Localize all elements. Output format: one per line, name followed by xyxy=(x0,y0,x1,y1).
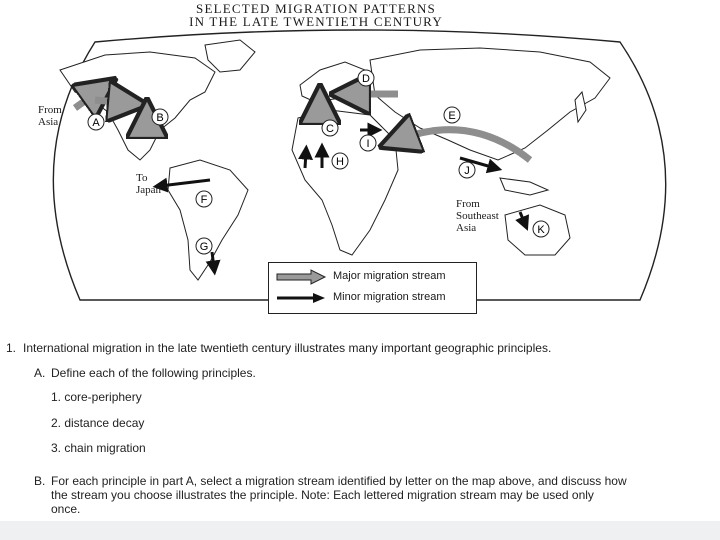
stream-g-letter: G xyxy=(199,241,209,253)
part-a-letter: A. xyxy=(34,366,46,380)
stream-k-letter: K xyxy=(537,224,545,236)
principle-item-1: 1. core-periphery xyxy=(51,390,142,404)
question-stem: International migration in the late twentieth century illustrates many important geographic principles. xyxy=(23,341,552,355)
part-b-line-1: For each principle in part A, select a migration stream identified by letter on the map above, and discuss how xyxy=(51,474,627,488)
part-b-line-2: the stream you choose illustrates the principle. Note: Each lettered migration stream may be used only xyxy=(51,488,594,502)
stream-d-letter: D xyxy=(362,73,370,85)
map-title-line1: SELECTED MIGRATION PATTERNS xyxy=(196,1,436,16)
stream-b-letter: B xyxy=(156,112,164,124)
major-arrow-icon xyxy=(275,269,327,285)
label-from-southeast-asia xyxy=(456,198,499,234)
part-b-letter: B. xyxy=(34,474,46,488)
stream-j-letter: J xyxy=(464,165,470,177)
question-number: 1. xyxy=(6,341,17,355)
principle-item-3: 3. chain migration xyxy=(51,441,146,455)
stream-g-arrow xyxy=(212,252,214,268)
principle-item-2: 2. distance decay xyxy=(51,416,145,430)
stream-f-letter: F xyxy=(200,194,208,206)
stream-e-letter: E xyxy=(448,110,456,122)
part-b-line-3: once. xyxy=(51,502,81,516)
legend-minor-label: Minor migration stream xyxy=(333,291,446,303)
part-b-text xyxy=(51,474,716,516)
bottom-strip xyxy=(0,521,720,540)
legend-major-label: Major migration stream xyxy=(333,270,446,282)
stream-a-arrow-2 xyxy=(95,100,128,103)
legend-minor-row xyxy=(275,290,475,306)
stream-i-letter: I xyxy=(366,138,370,150)
stream-a-letter: A xyxy=(92,117,100,129)
label-to-japan xyxy=(136,172,161,196)
stream-h-arrow-1 xyxy=(305,152,306,168)
map-legend xyxy=(268,262,477,314)
label-from-asia-text: From Asia xyxy=(38,104,62,128)
label-to-japan-text: To Japan xyxy=(136,172,162,196)
label-from-asia xyxy=(38,104,62,128)
legend-major-row xyxy=(275,269,475,285)
minor-arrow-icon xyxy=(275,290,327,306)
label-from-southeast-asia-text: From Southeast Asia xyxy=(456,198,499,234)
part-a-text: Define each of the following principles. xyxy=(51,366,256,380)
stream-h-letter: H xyxy=(336,156,344,168)
stream-c-letter: C xyxy=(326,123,334,135)
map-title-line2: IN THE LATE TWENTIETH CENTURY xyxy=(189,14,443,29)
